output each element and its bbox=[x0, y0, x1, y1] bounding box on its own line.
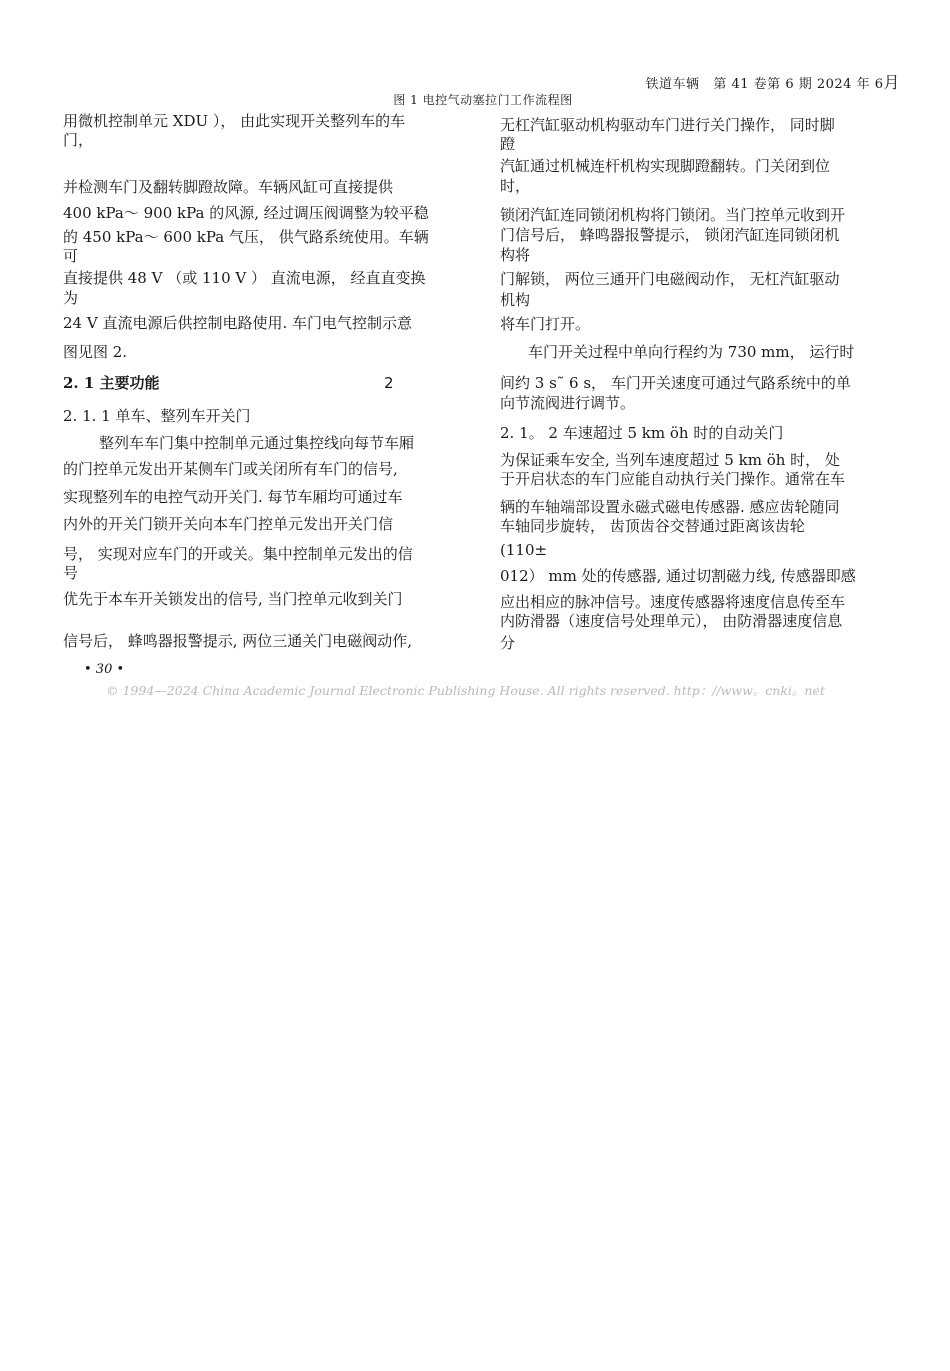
text-line: 直接提供 48 V （或 110 V ） 直流电源， 经直直变换 bbox=[63, 269, 426, 287]
text-line: 号， 实现对应车门的开或关。集中控制单元发出的信 bbox=[63, 545, 413, 563]
text-line: 门解锁， 两位三通开门电磁阀动作， 无杠汽缸驱动 bbox=[500, 270, 840, 288]
text-line: 应出相应的脉冲信号。速度传感器将速度信息传至车 bbox=[500, 593, 846, 611]
text-line: 门， bbox=[63, 131, 94, 149]
text-line: 图见图 2. bbox=[63, 343, 128, 361]
journal-header bbox=[645, 70, 900, 93]
text-line: 无杠汽缸驱动机构驱动车门进行关门操作， 同时脚 bbox=[500, 116, 835, 134]
text-line: 车轴同步旋转， 齿顶齿谷交替通过距离该齿轮 bbox=[500, 517, 805, 535]
text-line: 012） mm 处的传感器, 通过切割磁力线, 传感器即感 bbox=[500, 567, 856, 585]
figure-reference: 2 bbox=[384, 374, 394, 392]
text-line: 门信号后， 蜂鸣器报警提示， 锁闭汽缸连同锁闭机 bbox=[500, 226, 840, 244]
text-line: 为 bbox=[63, 289, 79, 307]
text-line: 优先于本车开关锁发出的信号, 当门控单元收到关门 bbox=[63, 590, 403, 608]
subsection-heading: 2. 1。 2 车速超过 5 km öh 时的自动关门 bbox=[500, 424, 784, 442]
text-line: 于开启状态的车门应能自动执行关门操作。通常在车 bbox=[500, 470, 846, 488]
text-line: 构将 bbox=[500, 246, 531, 264]
journal-name: 铁道车辆 bbox=[645, 77, 700, 92]
page-number: • 30 • bbox=[84, 662, 125, 677]
text-line: 辆的车轴端部设置永磁式磁电传感器. 感应齿轮随同 bbox=[500, 498, 840, 516]
section-heading: 2. 1 主要功能 bbox=[63, 374, 160, 392]
text-line: 锁闭汽缸连同锁闭机构将门锁闭。当门控单元收到开 bbox=[500, 206, 846, 224]
text-line: 400 kPa～ 900 kPa 的风源, 经过调压阀调整为较平稳 bbox=[63, 204, 429, 222]
text-line: 的门控单元发出开某侧车门或关闭所有车门的信号, bbox=[63, 460, 398, 478]
text-line: 号 bbox=[63, 564, 79, 582]
issue-info: 第 41 卷第 6 期 2024 年 6 bbox=[713, 77, 884, 92]
text-line: 时， bbox=[500, 177, 531, 195]
text-line: 24 V 直流电源后供控制电路使用. 车门电气控制示意 bbox=[63, 314, 412, 332]
text-line: 用微机控制单元 XDU ）， 由此实现开关整列车的车 bbox=[63, 112, 406, 130]
subsection-heading: 2. 1. 1 单车、整列车开关门 bbox=[63, 407, 251, 425]
text-line: 蹬 bbox=[500, 135, 516, 153]
text-line: 机构 bbox=[500, 291, 531, 309]
text-line: 车门开关过程中单向行程约为 730 mm， 运行时 bbox=[528, 343, 855, 361]
text-line: 并检测车门及翻转脚蹬故障。车辆风缸可直接提供 bbox=[63, 178, 394, 196]
text-line: 汽缸通过机械连杆机构实现脚蹬翻转。门关闭到位 bbox=[500, 157, 831, 175]
text-line: 分 bbox=[500, 634, 516, 652]
text-line: 信号后， 蜂鸣器报警提示, 两位三通关门电磁阀动作, bbox=[63, 632, 413, 650]
text-line: (110± bbox=[500, 541, 548, 559]
text-line: 可 bbox=[63, 247, 79, 265]
text-line: 间约 3 s˜ 6 s， 车门开关速度可通过气路系统中的单 bbox=[500, 374, 851, 392]
figure-caption: 图 1 电控气动塞拉门工作流程图 bbox=[393, 93, 573, 107]
text-line: 为保证乘车安全, 当列车速度超过 5 km öh 时， 处 bbox=[500, 451, 840, 469]
issue-month: 月 bbox=[883, 73, 900, 92]
text-line: 整列车车门集中控制单元通过集控线向每节车厢 bbox=[99, 434, 415, 452]
copyright-notice: © 1994—2024 China Academic Journal Electronic Publishing House. All rights reserved. http：//www。cnki。net bbox=[106, 683, 825, 698]
text-line: 内防滑器（速度信号处理单元）， 由防滑器速度信息 bbox=[500, 612, 843, 630]
text-line: 向节流阀进行调节。 bbox=[500, 394, 636, 412]
text-line: 实现整列车的电控气动开关门. 每节车厢均可通过车 bbox=[63, 488, 403, 506]
text-line: 内外的开关门锁开关向本车门控单元发出开关门信 bbox=[63, 515, 394, 533]
text-line: 的 450 kPa～ 600 kPa 气压， 供气路系统使用。车辆 bbox=[63, 228, 429, 246]
text-line: 将车门打开。 bbox=[500, 315, 591, 333]
